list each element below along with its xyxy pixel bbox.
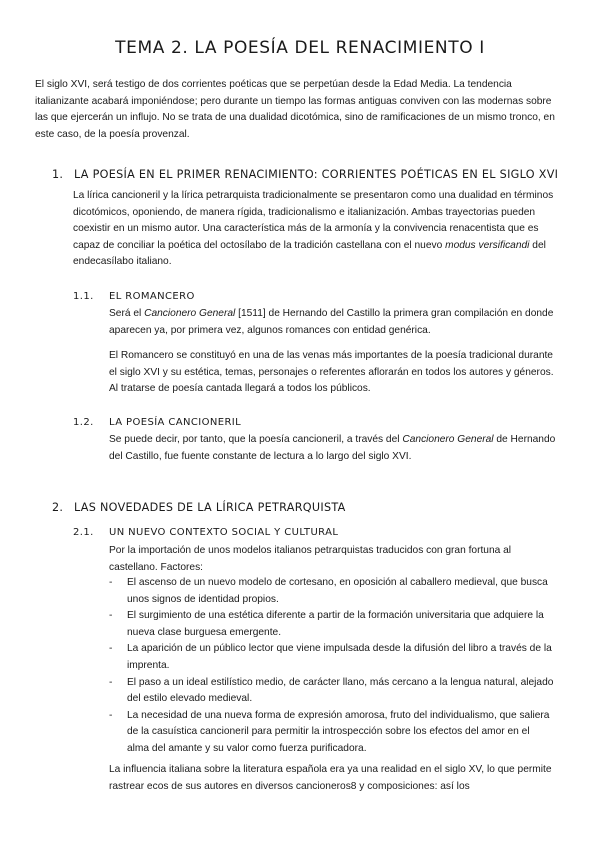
section-2-1-closing: La influencia italiana sobre la literatura española era ya una realidad en el siglo XV, lo que permite rastrear ecos de sus autores en diversos cancioneros8 y composiciones: así los [109, 764, 552, 792]
section-1-1-p1-italic: Cancionero General [144, 308, 236, 319]
section-2-1-number: 2.1. [73, 527, 94, 538]
section-2-title: LAS NOVEDADES DE LA LÍRICA PETRARQUISTA [74, 501, 346, 514]
list-item [109, 708, 554, 758]
section-1-2-title: LA POESÍA CANCIONERIL [109, 417, 242, 428]
list-item-text: El surgimiento de una estética diferente a partir de la formación universitaria que adquiere la nueva clase burguesa emergente. [127, 610, 544, 638]
section-2-number: 2. [52, 501, 64, 514]
list-item [109, 608, 554, 641]
section-1-2-italic: Cancionero General [402, 434, 494, 445]
section-1-2-text-end: de Hernando del Castillo, fue fuente constante de lectura a lo largo del siglo XVI. [109, 434, 556, 462]
list-item [109, 575, 554, 608]
section-1-1-title: EL ROMANCERO [109, 291, 195, 302]
section-1-title: LA POESÍA EN EL PRIMER RENACIMIENTO: CORRIENTES POÉTICAS EN EL SIGLO XVI [74, 168, 559, 181]
section-1-2-paragraph [109, 432, 564, 465]
list-item-text: El paso a un ideal estilístico medio, de carácter llano, más cercano a la lengua natural, alejado del estilo elevado medieval. [127, 676, 554, 705]
list-bullet: - [109, 676, 113, 688]
list-item-text: La aparición de un público lector que viene impulsada desde la difusión del libro a través de la imprenta. [127, 643, 552, 671]
section-1-2-number: 1.2. [73, 417, 94, 428]
list-item [109, 641, 554, 674]
section-1-1-paragraph-1 [109, 306, 561, 339]
list-item [109, 675, 554, 708]
section-2-1-intro: Por la importación de unos modelos italianos petrarquistas traducidos con gran fortuna al castellano. Factores: [109, 545, 512, 573]
section-1-2-text: Se puede decir, por tanto, que la poesía cancioneril, a través del [109, 434, 403, 445]
section-1-paragraph [73, 188, 563, 271]
intro-paragraph: El siglo XVI, será testigo de dos corrientes poéticas que se perpetúan desde la Edad Media. La tendencia italianizante acabará imponiéndose; pero durante un tiempo las formas antiguas conviven con las modernas sobre las que ejercerán un influjo. No se trata de una dualidad dicotómica, sino de ramificaciones de un mismo tronco, en este caso, de la poesía provenzal. [35, 79, 555, 140]
list-item-text: El ascenso de un nuevo modelo de cortesano, en oposición al caballero medieval, que busca unos signos de identidad propios. [127, 577, 548, 605]
list-bullet: - [109, 643, 113, 655]
list-bullet: - [109, 610, 113, 622]
section-1-text-end: del endecasílabo italiano. [73, 239, 546, 268]
list-bullet: - [109, 709, 113, 721]
page-title: TEMA 2. LA POESÍA DEL RENACIMIENTO I [115, 38, 485, 58]
section-1-italic: modus versificandi [445, 239, 530, 251]
section-1-1-p1-text-end: [1511] de Hernando del Castillo la primera gran compilación en donde aparecen ya, por primera vez, algunos romances con entidad genérica. [109, 308, 554, 336]
section-1-number: 1. [52, 168, 64, 181]
section-2-1-title: UN NUEVO CONTEXTO SOCIAL Y CULTURAL [109, 527, 339, 538]
section-1-1-number: 1.1. [73, 291, 94, 302]
factors-list [109, 575, 554, 758]
section-1-1-paragraph-2: El Romancero se constituyó en una de las venas más importantes de la poesía tradicional durante el siglo XVI y su estética, temas, personajes o referentes aflorarán en todos los autores y géneros. Al tratarse de poesía cantada llegará a todos los públicos. [109, 350, 554, 395]
list-bullet: - [109, 577, 113, 588]
list-item-text: La necesidad de una nueva forma de expresión amorosa, fruto del individualismo, que saliera de la casuística cancioneril para permitir la introspección sobre los efectos del amor en el alma del amante y su valor como fuerza purificadora. [127, 709, 550, 754]
section-1-1-p1-text: Será el [109, 308, 145, 319]
section-1-text: La lírica cancioneril y la lírica petrarquista tradicionalmente se presentaron como una dualidad en términos dicotómicos, oponiendo, de manera rígida, tradicionalismo e italianización. Ambas trayectorias pueden coexistir en un mismo autor. Una característica más de la armonía y la convivencia renacentista que es capaz de conciliar la poética del octosílabo de la tradición castellana con el nuevo [73, 190, 554, 251]
